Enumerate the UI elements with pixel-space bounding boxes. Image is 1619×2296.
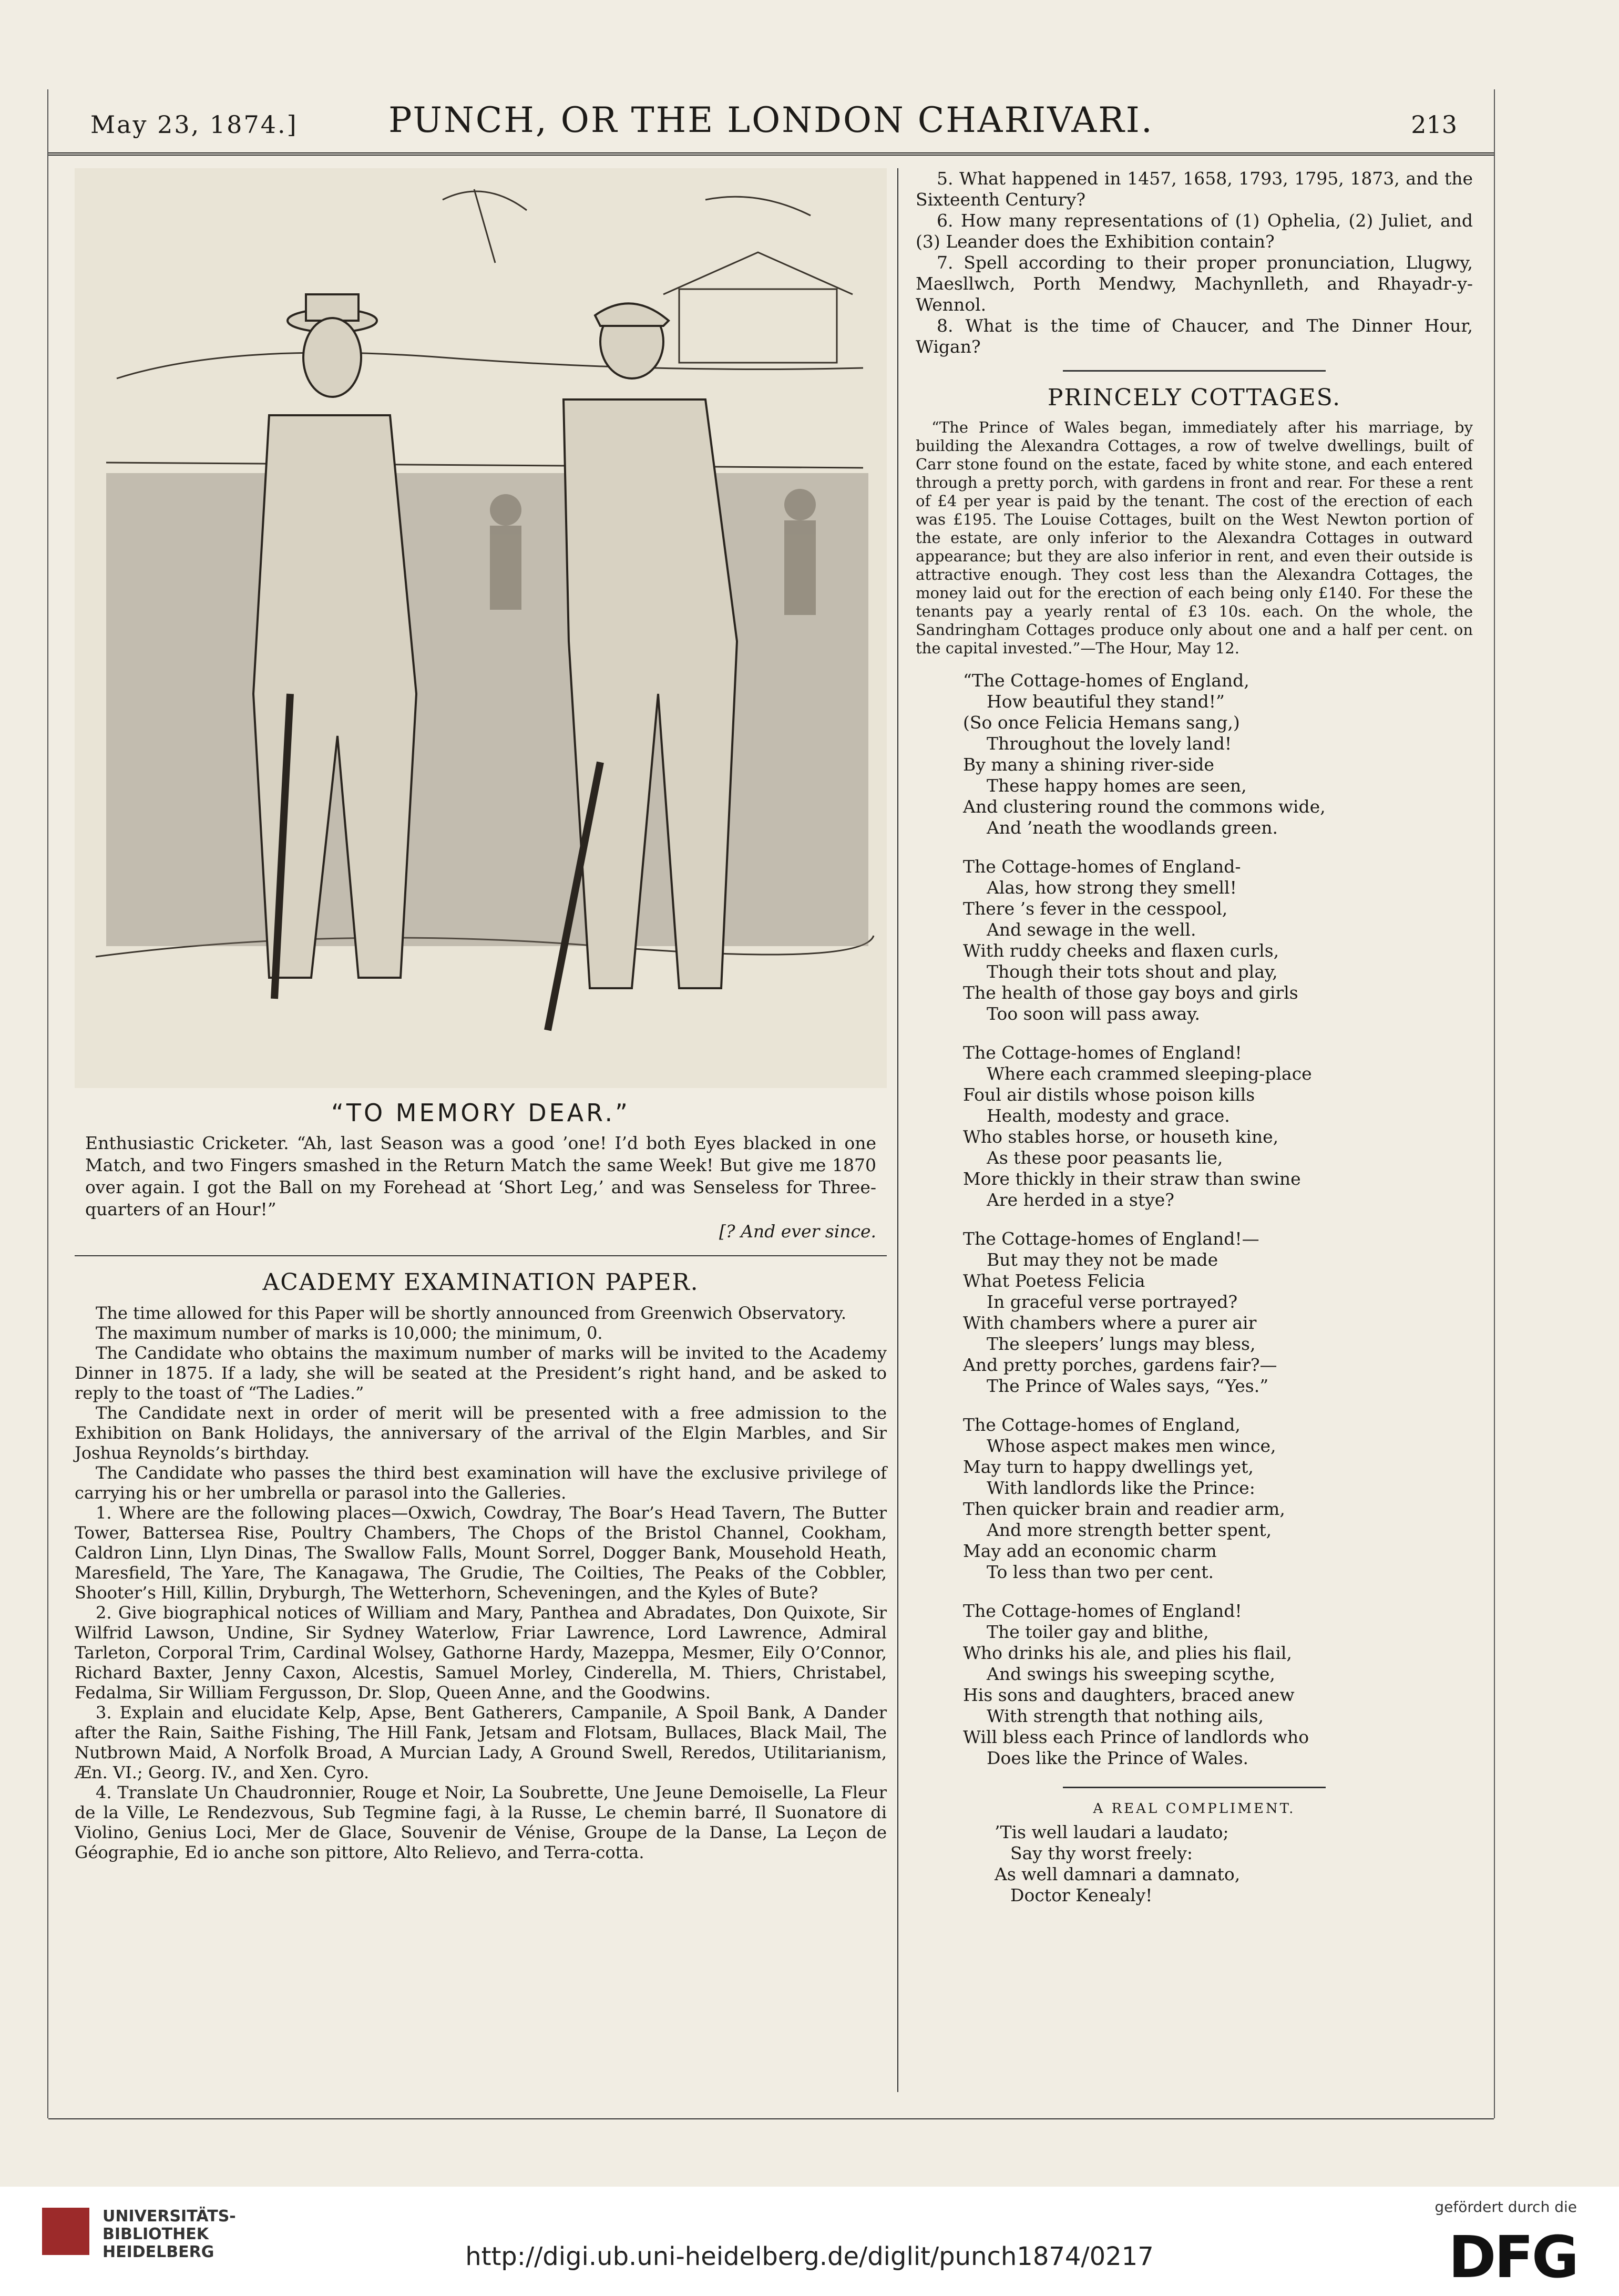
section-rule bbox=[1063, 370, 1326, 372]
dfg-logo: DFG bbox=[1448, 2223, 1577, 2291]
poem-line: By many a shining river-side bbox=[963, 754, 1214, 775]
exam-question: 6. How many representations of (1) Ophelia, (2) Juliet, and (3) Leander does the Exhibition contain? bbox=[916, 210, 1473, 252]
poem-line: Whose aspect makes men wince, bbox=[987, 1436, 1276, 1456]
poem-line: Are herded in a stye? bbox=[987, 1190, 1174, 1210]
poem-stanza bbox=[963, 856, 1473, 1024]
cartoon-credit: [? And ever since. bbox=[719, 1221, 876, 1242]
poem-line: More thickly in their straw than swine bbox=[963, 1168, 1301, 1189]
page-number: 213 bbox=[1411, 110, 1457, 139]
poem-line: With chambers where a purer air bbox=[963, 1313, 1257, 1333]
poem-line: Does like the Prince of Wales. bbox=[987, 1748, 1249, 1768]
poem-line: Where each crammed sleeping-place bbox=[987, 1063, 1312, 1084]
poem-line: And sewage in the well. bbox=[987, 919, 1196, 940]
poem-line: “The Cottage-homes of England, bbox=[963, 670, 1249, 691]
page-bottom-rule bbox=[48, 2118, 1494, 2119]
newspaper-page bbox=[47, 89, 1495, 2118]
poem-line: To less than two per cent. bbox=[987, 1562, 1214, 1582]
exam-question: 3. Explain and elucidate Kelp, Apse, Bent Gatherers, Campanile, A Spoil Bank, A Dander after the Rain, Saithe Fishing, The Hill Fank, Jetsam and Flotsam, Bullaces, Black Mail, The Nutbrown Maid, A Norfolk Broad, A Murcian Lady, A Ground Swell, Reredos, Utilitarianism, Æn. VI.; Georg. IV., and Xen. Cyro. bbox=[75, 1703, 887, 1782]
poem-line: With landlords like the Prince: bbox=[987, 1478, 1255, 1498]
poem-line: The toiler gay and blithe, bbox=[987, 1622, 1209, 1642]
poem-line: With strength that nothing ails, bbox=[987, 1706, 1264, 1726]
poem-stanza bbox=[963, 1042, 1473, 1211]
digitization-footer bbox=[0, 2187, 1619, 2296]
exam-question: 7. Spell according to their proper pronunciation, Llugwy, Maesllwch, Porth Mendwy, Machynlleth, and Rhayadr-y-Wennol. bbox=[916, 252, 1473, 315]
exam-question: 4. Translate Un Chaudronnier, Rouge et Noir, La Soubrette, Une Jeune Demoiselle, La Fleur de la Ville, Le Rendezvous, Sub Tegmine fagi, à la Russe, Le chemin barré, Il Suonatore di Violino, Genius Loci, Mer de Glace, Souvenir de Vénise, Groupe de la Danse, La Leçon de Géographie, Ed io anche son pittore, Alto Relievo, and Terra-cotta. bbox=[75, 1782, 887, 1862]
epigram-line: As well damnari a damnato, bbox=[995, 1864, 1241, 1884]
poem-line: Though their tots shout and play, bbox=[987, 961, 1278, 982]
poem-line: With ruddy cheeks and flaxen curls, bbox=[963, 940, 1279, 961]
compliment-title: A REAL COMPLIMENT. bbox=[1093, 1801, 1296, 1817]
poem-line: How beautiful they stand!” bbox=[987, 691, 1225, 712]
poem-line: There ’s fever in the cesspool, bbox=[963, 898, 1228, 919]
poem-line: Will bless each Prince of landlords who bbox=[963, 1727, 1309, 1747]
poem-line: The Cottage-homes of England- bbox=[963, 856, 1241, 877]
exam-question: 2. Give biographical notices of William and Mary, Panthea and Abradates, Don Quixote, Sir Wilfrid Lawson, Undine, Sir Sydney Waterlow, Friar Lawrence, Lord Lawrence, Admiral Tarleton, Corporal Trim, Cardinal Wolsey, Gathorne Hardy, Mazeppa, Mesmer, Eily O’Connor, Richard Baxter, Jenny Caxon, Alcestis, Samuel Morley, Cinderella, M. Thiers, Christabel, Fedalma, Sir William Fergusson, Dr. Slop, Queen Anne, and the Goodwins. bbox=[75, 1603, 887, 1703]
exam-intro bbox=[75, 1303, 887, 1503]
poem-line: The Prince of Wales says, “Yes.” bbox=[987, 1376, 1269, 1396]
poem-line: The Cottage-homes of England, bbox=[963, 1414, 1241, 1435]
section-rule bbox=[1063, 1787, 1326, 1788]
poem-stanza bbox=[963, 1228, 1473, 1397]
poem-line: The Cottage-homes of England!— bbox=[963, 1228, 1259, 1249]
section-rule bbox=[75, 1255, 887, 1256]
poem-line: And clustering round the commons wide, bbox=[963, 796, 1326, 817]
poem-line: Who drinks his ale, and plies his flail, bbox=[963, 1643, 1292, 1663]
poem-line: Throughout the lovely land! bbox=[987, 733, 1232, 754]
poem-line: His sons and daughters, braced anew bbox=[963, 1685, 1295, 1705]
poem-line: As these poor peasants lie, bbox=[987, 1147, 1223, 1168]
poem-line: And more strength better spent, bbox=[987, 1520, 1272, 1540]
exam-question: 1. Where are the following places—Oxwich, Cowdray, The Boar’s Head Tavern, The Butter Tower, Battersea Rise, Poultry Chambers, The Chops of the Bristol Channel, Cookham, Caldron Linn, Llyn Dinas, The Swallow Falls, Mount Sorrel, Dogger Bank, Mousehold Heath, Maresfield, The Yare, The Kanagawa, The Grudie, The Coilties, The Peaks of the Cobbler, Shooter’s Hill, Killin, Dryburgh, The Wetterhorn, Scheveningen, and the Kyles of Bute? bbox=[75, 1503, 887, 1603]
cottages-quote: “The Prince of Wales began, immediately after his marriage, by building the Alexandra Cottages, a row of twelve dwellings, built of Carr stone found on the estate, faced by white stone, and each entered through a pretty porch, with gardens in front and rear. For these a rent of £4 per year is paid by the tenant. The cost of the erection of each was £195. The Louise Cottages, built on the West Newton portion of the estate, are only inferior to the Alexandra Cottages in outward appearance; but they are also inferior in rent, and even their outside is attractive enough. They cost less than the Alexandra Cottages, the money laid out for the erection of each being only £140. For these the tenants pay a yearly rental of £3 10s. each. On the whole, the Sandringham Cottages produce only about one and a half per cent. on the capital invested.”—The Hour, May 12. bbox=[916, 418, 1473, 657]
compliment-epigram bbox=[995, 1822, 1473, 1906]
right-column bbox=[916, 168, 1473, 1906]
exam-intro-paragraph: The maximum number of marks is 10,000; the minimum, 0. bbox=[96, 1323, 603, 1343]
cartoon-illustration bbox=[75, 168, 887, 1088]
poem-line: The Cottage-homes of England! bbox=[963, 1601, 1242, 1621]
funding-note: gefördert durch die bbox=[1434, 2198, 1577, 2216]
poem-line: The sleepers’ lungs may bless, bbox=[987, 1334, 1256, 1354]
poem-line: Foul air distils whose poison kills bbox=[963, 1084, 1255, 1105]
cartoon-title: “TO MEMORY DEAR.” bbox=[331, 1099, 630, 1127]
epigram-line: Doctor Kenealy! bbox=[1010, 1885, 1153, 1905]
cottages-title: PRINCELY COTTAGES. bbox=[1047, 384, 1341, 411]
poem-line: Too soon will pass away. bbox=[987, 1003, 1200, 1024]
page-header bbox=[48, 89, 1494, 156]
poem-line: The Cottage-homes of England! bbox=[963, 1042, 1242, 1063]
poem-line: In graceful verse portrayed? bbox=[987, 1292, 1238, 1312]
poem-stanza bbox=[963, 670, 1473, 838]
cartoon-caption-text: Enthusiastic Cricketer. “Ah, last Season was a good ’one! I’d both Eyes blacked in one Match, and two Fingers smashed in the Return Match the same Week! But give me 1870 over again. I got the Ball on my Forehead at ‘Short Leg,’ and was Senseless for Three-quarters of an Hour!” bbox=[85, 1133, 876, 1219]
exam-questions-continued bbox=[916, 168, 1473, 357]
exam-intro-paragraph: The Candidate next in order of merit will be presented with a free admission to the Exhibition on Bank Holidays, the anniversary of the arrival of the Elgin Marbles, and Sir Joshua Reynolds’s birthday. bbox=[75, 1403, 887, 1463]
issue-date: May 23, 1874.] bbox=[90, 110, 298, 139]
column-divider bbox=[897, 168, 898, 2092]
poem-line: And ’neath the woodlands green. bbox=[987, 817, 1278, 838]
cartoon-caption bbox=[85, 1132, 876, 1243]
poem-line: And pretty porches, gardens fair?— bbox=[963, 1355, 1277, 1375]
exam-question: 5. What happened in 1457, 1658, 1793, 1795, 1873, and the Sixteenth Century? bbox=[916, 168, 1473, 210]
epigram-line: ’Tis well laudari a laudato; bbox=[995, 1822, 1229, 1842]
poem-line: Who stables horse, or houseth kine, bbox=[963, 1126, 1279, 1147]
poem-line: May add an economic charm bbox=[963, 1541, 1217, 1561]
poem-line: Then quicker brain and readier arm, bbox=[963, 1499, 1285, 1519]
poem-line: Health, modesty and grace. bbox=[987, 1105, 1230, 1126]
poem-stanza bbox=[963, 1414, 1473, 1583]
exam-title: ACADEMY EXAMINATION PAPER. bbox=[262, 1269, 699, 1296]
library-name-line: BIBLIOTHEK bbox=[103, 2225, 209, 2243]
left-column bbox=[75, 168, 887, 1862]
poem-line: What Poetess Felicia bbox=[963, 1270, 1145, 1291]
poem-line: But may they not be made bbox=[987, 1249, 1218, 1270]
exam-intro-paragraph: The time allowed for this Paper will be shortly announced from Greenwich Observatory. bbox=[96, 1303, 846, 1323]
cottages-poem bbox=[963, 670, 1473, 1769]
digitization-url[interactable]: http://digi.ub.uni-heidelberg.de/diglit/punch1874/0217 bbox=[465, 2242, 1154, 2271]
cartoon-drawing bbox=[75, 168, 887, 1088]
poem-line: And swings his sweeping scythe, bbox=[987, 1664, 1275, 1684]
exam-questions bbox=[75, 1503, 887, 1862]
exam-intro-paragraph: The Candidate who passes the third best examination will have the exclusive privilege of carrying his or her umbrella or parasol into the Galleries. bbox=[75, 1463, 887, 1503]
epigram-line: Say thy worst freely: bbox=[1010, 1843, 1193, 1863]
exam-intro-paragraph: The Candidate who obtains the maximum number of marks will be invited to the Academy Dinner in 1875. If a lady, she will be seated at the President’s right hand, and be asked to reply to the toast of “The Ladies.” bbox=[75, 1343, 887, 1403]
library-name-line: HEIDELBERG bbox=[103, 2243, 214, 2261]
publication-title: PUNCH, OR THE LONDON CHARIVARI. bbox=[388, 100, 1154, 140]
poem-line: (So once Felicia Hemans sang,) bbox=[963, 712, 1240, 733]
poem-stanza bbox=[963, 1601, 1473, 1769]
poem-line: Alas, how strong they smell! bbox=[987, 877, 1237, 898]
exam-question: 8. What is the time of Chaucer, and The Dinner Hour, Wigan? bbox=[916, 315, 1473, 357]
poem-line: May turn to happy dwellings yet, bbox=[963, 1457, 1254, 1477]
poem-line: These happy homes are seen, bbox=[987, 775, 1247, 796]
poem-line: The health of those gay boys and girls bbox=[963, 982, 1298, 1003]
library-name-line: UNIVERSITÄTS- bbox=[103, 2207, 236, 2226]
